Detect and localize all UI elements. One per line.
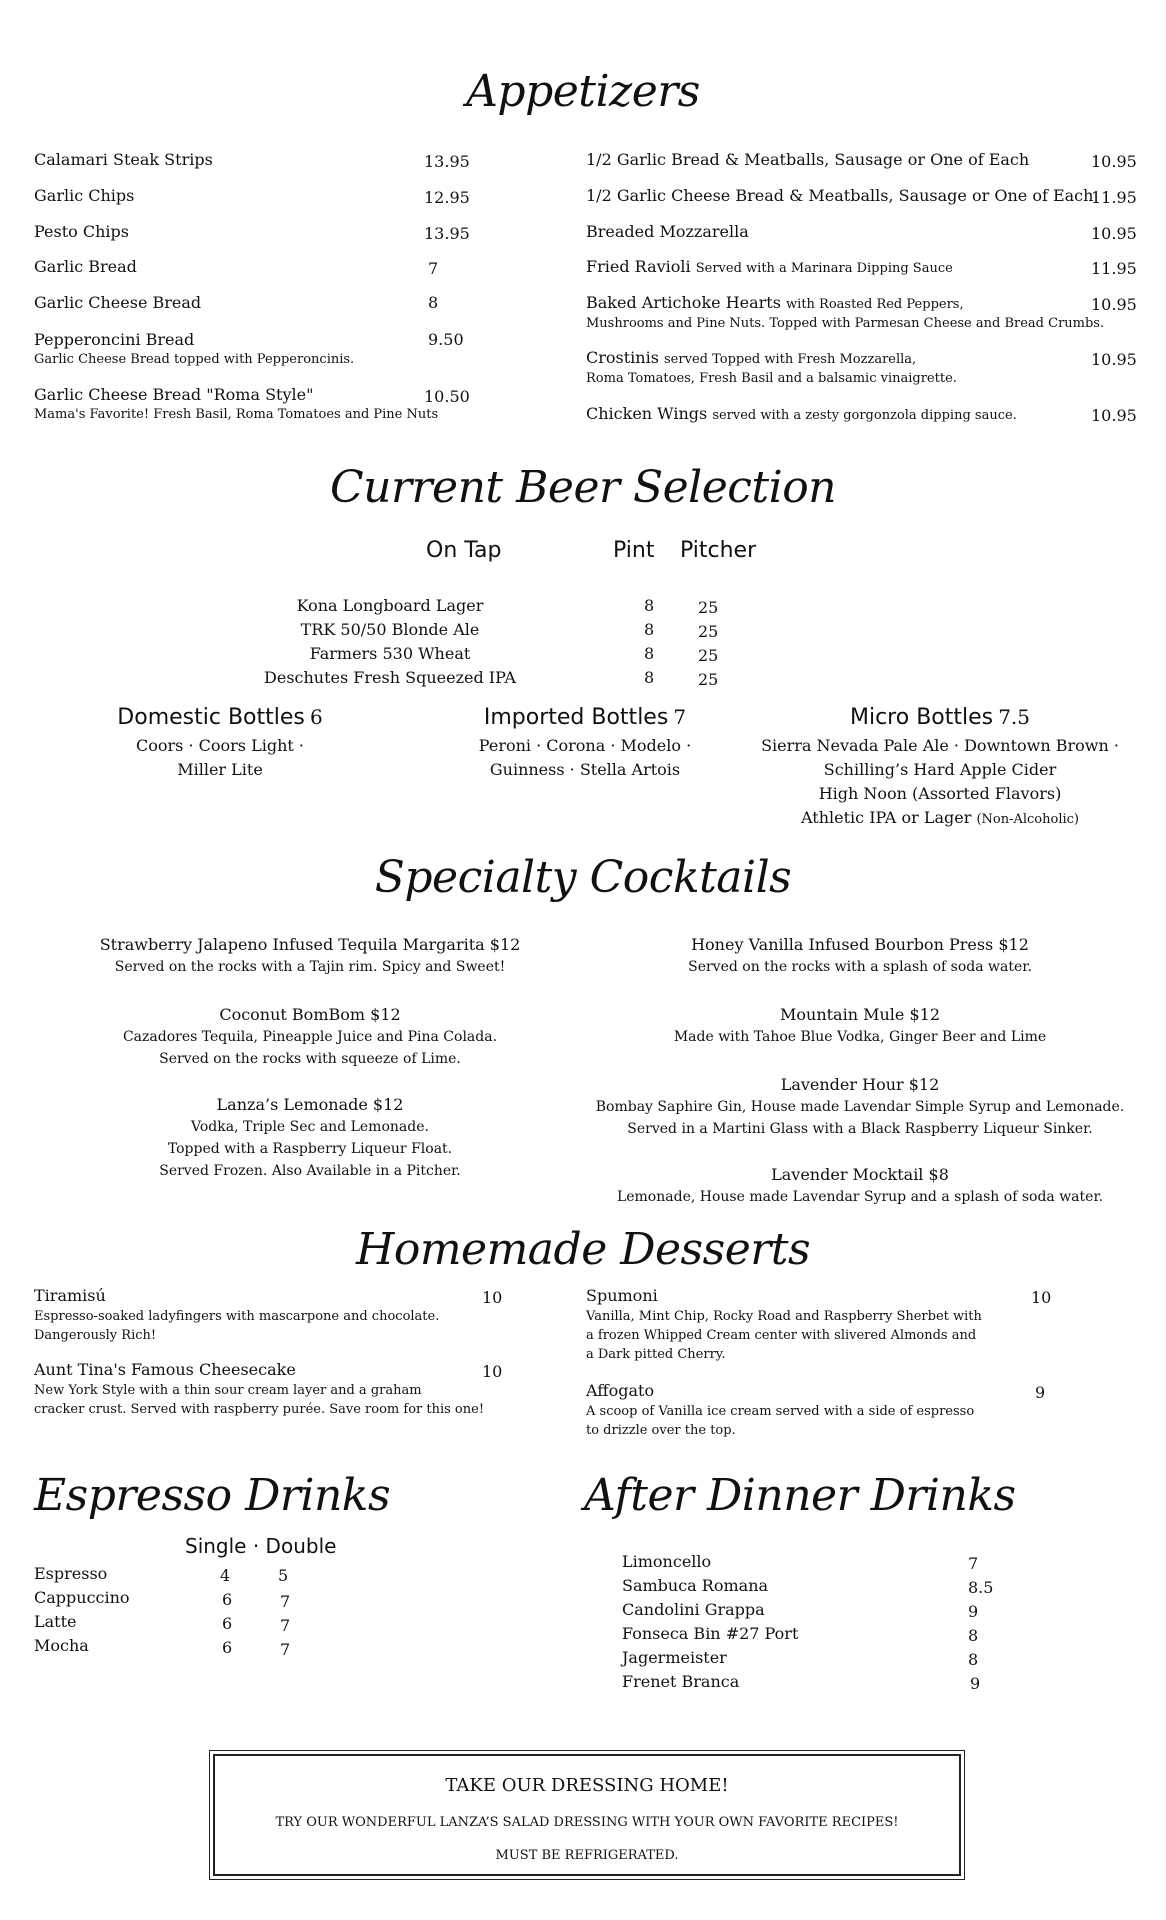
dessert-price: 10 xyxy=(1031,1288,1052,1307)
menu-item-price: 10.95 xyxy=(1091,152,1137,171)
dressing-box xyxy=(209,1750,965,1880)
cocktail-description: Lemonade, House made Lavendar Syrup and a splash of soda water. xyxy=(616,1189,1104,1205)
cocktail-description: Served Frozen. Also Available in a Pitcher. xyxy=(159,1163,461,1179)
imported-bottles-line: Guinness · Stella Artois xyxy=(489,760,681,779)
tap-pint: 8 xyxy=(644,668,655,687)
tap-pitcher: 25 xyxy=(698,622,719,641)
cocktail-description: Vodka, Triple Sec and Lemonade. xyxy=(191,1119,429,1135)
menu-item-price: 11.95 xyxy=(1091,259,1137,278)
espresso-name: Mocha xyxy=(34,1636,89,1655)
cocktail-name: Honey Vanilla Infused Bourbon Press $12 xyxy=(691,935,1029,954)
tap-name: TRK 50/50 Blonde Ale xyxy=(300,620,480,639)
domestic-bottles xyxy=(80,702,360,782)
cocktail-description: Cazadores Tequila, Pineapple Juice and Pina Colada. xyxy=(122,1029,498,1045)
drink-price: 7 xyxy=(968,1554,979,1573)
cocktail-name: Lanza’s Lemonade $12 xyxy=(216,1095,404,1114)
domestic-bottles-price: 6 xyxy=(309,705,323,729)
menu-item-note: served Topped with Fresh Mozzarella, xyxy=(664,352,917,367)
espresso-single: 4 xyxy=(220,1566,231,1585)
dessert-price: 10 xyxy=(482,1288,503,1307)
dessert-name: Spumoni xyxy=(586,1286,658,1305)
tap-pitcher: 25 xyxy=(698,670,719,689)
menu-item xyxy=(586,348,916,370)
dessert-name: Aunt Tina's Famous Cheesecake xyxy=(34,1360,296,1379)
cocktails-right xyxy=(570,1004,1150,1048)
drink-name: Jagermeister xyxy=(622,1648,727,1667)
menu-item-name: Garlic Cheese Bread xyxy=(34,293,202,312)
menu-item-name: Pesto Chips xyxy=(34,222,129,241)
cocktail-description: Served on the rocks with squeeze of Lime. xyxy=(159,1051,461,1067)
menu-item-note: served with a zesty gorgonzola dipping sauce. xyxy=(712,408,1017,423)
cocktail-name: Mountain Mule $12 xyxy=(780,1005,940,1024)
tap-name: Deschutes Fresh Squeezed IPA xyxy=(264,668,516,687)
dessert-description: cracker crust. Served with raspberry purée. Save room for this one! xyxy=(34,1402,485,1417)
cocktails-right xyxy=(570,934,1150,978)
drink-price: 8.5 xyxy=(968,1578,994,1597)
cocktail-description: Served on the rocks with a splash of soda water. xyxy=(688,959,1032,975)
dessert-price: 9 xyxy=(1035,1383,1046,1402)
menu-item-price: 10.50 xyxy=(424,387,470,406)
tap-name: Kona Longboard Lager xyxy=(296,596,484,615)
beer-header-pitcher: Pitcher xyxy=(680,538,757,563)
cocktail-name: Coconut BomBom $12 xyxy=(219,1005,401,1024)
espresso-double: 7 xyxy=(280,1616,291,1635)
dessert-name: Affogato xyxy=(586,1381,655,1400)
menu-item-name: Fried Ravioli xyxy=(586,257,691,276)
tap-name: Farmers 530 Wheat xyxy=(309,644,471,663)
espresso-single: 6 xyxy=(222,1614,233,1633)
micro-bottles-item: Athletic IPA or Lager xyxy=(801,808,972,827)
menu-item-description: Mushrooms and Pine Nuts. Topped with Parmesan Cheese and Bread Crumbs. xyxy=(586,316,1105,331)
dressing-line: MUST BE REFRIGERATED. xyxy=(495,1848,679,1863)
menu-item-name: Calamari Steak Strips xyxy=(34,150,213,169)
menu-item-price: 8 xyxy=(428,293,439,312)
imported-bottles xyxy=(440,702,730,782)
menu-item xyxy=(586,293,964,315)
menu-item xyxy=(586,404,1017,426)
menu-item-name: Chicken Wings xyxy=(586,404,708,423)
menu-item-price: 12.95 xyxy=(424,188,470,207)
dessert-description: A scoop of Vanilla ice cream served with a side of espresso xyxy=(586,1404,975,1419)
imported-bottles-price: 7 xyxy=(673,705,687,729)
after-dinner-title: After Dinner Drinks xyxy=(584,1470,1016,1521)
micro-bottles-line xyxy=(740,806,1140,832)
drink-name: Frenet Branca xyxy=(622,1672,740,1691)
micro-bottles-line: Sierra Nevada Pale Ale · Downtown Brown · xyxy=(761,736,1119,755)
menu-item-name: Pepperoncini Bread xyxy=(34,330,195,349)
imported-bottles-line: Peroni · Corona · Modelo · xyxy=(478,736,692,755)
menu-item-price: 7 xyxy=(428,259,439,278)
menu-item-note: Served with a Marinara Dipping Sauce xyxy=(695,261,953,276)
drink-price: 9 xyxy=(970,1674,981,1693)
menu-item-price: 10.95 xyxy=(1091,350,1137,369)
cocktails-left xyxy=(60,1004,560,1070)
cocktail-name: Strawberry Jalapeno Infused Tequila Margarita $12 xyxy=(99,935,521,954)
menu-item xyxy=(586,257,953,279)
menu-item-name: 1/2 Garlic Bread & Meatballs, Sausage or One of Each xyxy=(586,150,1030,169)
dessert-description: a frozen Whipped Cream center with slivered Almonds and xyxy=(586,1328,977,1343)
appetizers-title: Appetizers xyxy=(466,66,700,117)
menu-item-name: Garlic Bread xyxy=(34,257,137,276)
espresso-single: 6 xyxy=(222,1590,233,1609)
tap-pint: 8 xyxy=(644,596,655,615)
tap-pint: 8 xyxy=(644,620,655,639)
micro-bottles-line: High Noon (Assorted Flavors) xyxy=(818,784,1062,803)
menu-item-name: Crostinis xyxy=(586,348,659,367)
espresso-title: Espresso Drinks xyxy=(34,1470,391,1521)
dressing-heading: TAKE OUR DRESSING HOME! xyxy=(445,1775,729,1796)
cocktails-left xyxy=(60,1094,560,1182)
domestic-bottles-line: Miller Lite xyxy=(177,760,263,779)
menu-item-price: 13.95 xyxy=(424,152,470,171)
dressing-line: TRY OUR WONDERFUL LANZA’S SALAD DRESSING WITH YOUR OWN FAVORITE RECIPES! xyxy=(275,1815,899,1830)
dessert-description: a Dark pitted Cherry. xyxy=(586,1347,726,1362)
tap-pitcher: 25 xyxy=(698,598,719,617)
drink-name: Sambuca Romana xyxy=(622,1576,769,1595)
menu-item-name: Garlic Cheese Bread "Roma Style" xyxy=(34,385,314,404)
menu-item-name: Breaded Mozzarella xyxy=(586,222,749,241)
espresso-double: 7 xyxy=(280,1640,291,1659)
dessert-description: Dangerously Rich! xyxy=(34,1328,157,1343)
dessert-price: 10 xyxy=(482,1362,503,1381)
dessert-description: Vanilla, Mint Chip, Rocky Road and Raspberry Sherbet with xyxy=(586,1309,982,1324)
cocktail-name: Lavender Hour $12 xyxy=(780,1075,940,1094)
drink-name: Fonseca Bin #27 Port xyxy=(622,1624,799,1643)
espresso-double: 7 xyxy=(280,1592,291,1611)
cocktails-title: Specialty Cocktails xyxy=(374,852,792,903)
cocktails-left xyxy=(60,934,560,978)
beer-title: Current Beer Selection xyxy=(329,462,837,513)
menu-item-description: Mama's Favorite! Fresh Basil, Roma Tomatoes and Pine Nuts xyxy=(34,407,439,422)
menu-item-description: Roma Tomatoes, Fresh Basil and a balsamic vinaigrette. xyxy=(586,371,957,386)
menu-item-name: Garlic Chips xyxy=(34,186,135,205)
menu-item-price: 10.95 xyxy=(1091,406,1137,425)
dessert-description: Espresso-soaked ladyfingers with mascarpone and chocolate. xyxy=(34,1309,440,1324)
espresso-single: 6 xyxy=(222,1638,233,1657)
menu-item-description: Garlic Cheese Bread topped with Pepperoncinis. xyxy=(34,352,355,367)
menu-item-price: 11.95 xyxy=(1091,188,1137,207)
menu-item-price: 10.95 xyxy=(1091,295,1137,314)
domestic-bottles-line: Coors · Coors Light · xyxy=(136,736,304,755)
desserts-title: Homemade Desserts xyxy=(355,1224,811,1275)
dessert-description: to drizzle over the top. xyxy=(586,1423,736,1438)
espresso-name: Cappuccino xyxy=(34,1588,130,1607)
imported-bottles-title: Imported Bottles xyxy=(483,705,669,730)
tap-pitcher: 25 xyxy=(698,646,719,665)
menu-item-name: 1/2 Garlic Cheese Bread & Meatballs, Sausage or One of Each xyxy=(586,186,1094,205)
domestic-bottles-title: Domestic Bottles xyxy=(117,705,305,730)
menu-item-price: 13.95 xyxy=(424,224,470,243)
drink-price: 9 xyxy=(968,1602,979,1621)
micro-bottles-title: Micro Bottles xyxy=(849,705,994,730)
cocktails-right xyxy=(570,1074,1150,1140)
cocktail-description: Served in a Martini Glass with a Black Raspberry Liqueur Sinker. xyxy=(627,1121,1093,1137)
beer-header-pint: Pint xyxy=(613,538,655,563)
espresso-double: 5 xyxy=(278,1566,289,1585)
dessert-name: Tiramisú xyxy=(34,1286,106,1305)
drink-price: 8 xyxy=(968,1626,979,1645)
micro-bottles-price: 7.5 xyxy=(998,705,1031,729)
cocktail-description: Made with Tahoe Blue Vodka, Ginger Beer and Lime xyxy=(673,1029,1047,1045)
dessert-description: New York Style with a thin sour cream layer and a graham xyxy=(34,1383,422,1398)
menu-item-name: Baked Artichoke Hearts xyxy=(586,293,781,312)
beer-header-on-tap: On Tap xyxy=(426,538,502,563)
menu-item-note: with Roasted Red Peppers, xyxy=(786,297,964,312)
espresso-name: Espresso xyxy=(34,1564,108,1583)
menu-item-price: 9.50 xyxy=(428,330,464,349)
menu-item-price: 10.95 xyxy=(1091,224,1137,243)
tap-pint: 8 xyxy=(644,644,655,663)
cocktail-name: Lavender Mocktail $8 xyxy=(771,1165,949,1184)
micro-bottles-line: Schilling’s Hard Apple Cider xyxy=(823,760,1057,779)
drink-name: Limoncello xyxy=(622,1552,712,1571)
drink-price: 8 xyxy=(968,1650,979,1669)
micro-bottles-note: (Non-Alcoholic) xyxy=(976,812,1079,827)
drink-name: Candolini Grappa xyxy=(622,1600,765,1619)
cocktail-description: Served on the rocks with a Tajin rim. Spicy and Sweet! xyxy=(114,959,506,975)
espresso-header: Single · Double xyxy=(185,1534,337,1558)
espresso-name: Latte xyxy=(34,1612,77,1631)
cocktail-description: Topped with a Raspberry Liqueur Float. xyxy=(167,1141,453,1157)
cocktails-right xyxy=(570,1164,1150,1208)
micro-bottles xyxy=(740,702,1140,832)
cocktail-description: Bombay Saphire Gin, House made Lavendar Simple Syrup and Lemonade. xyxy=(595,1099,1125,1115)
